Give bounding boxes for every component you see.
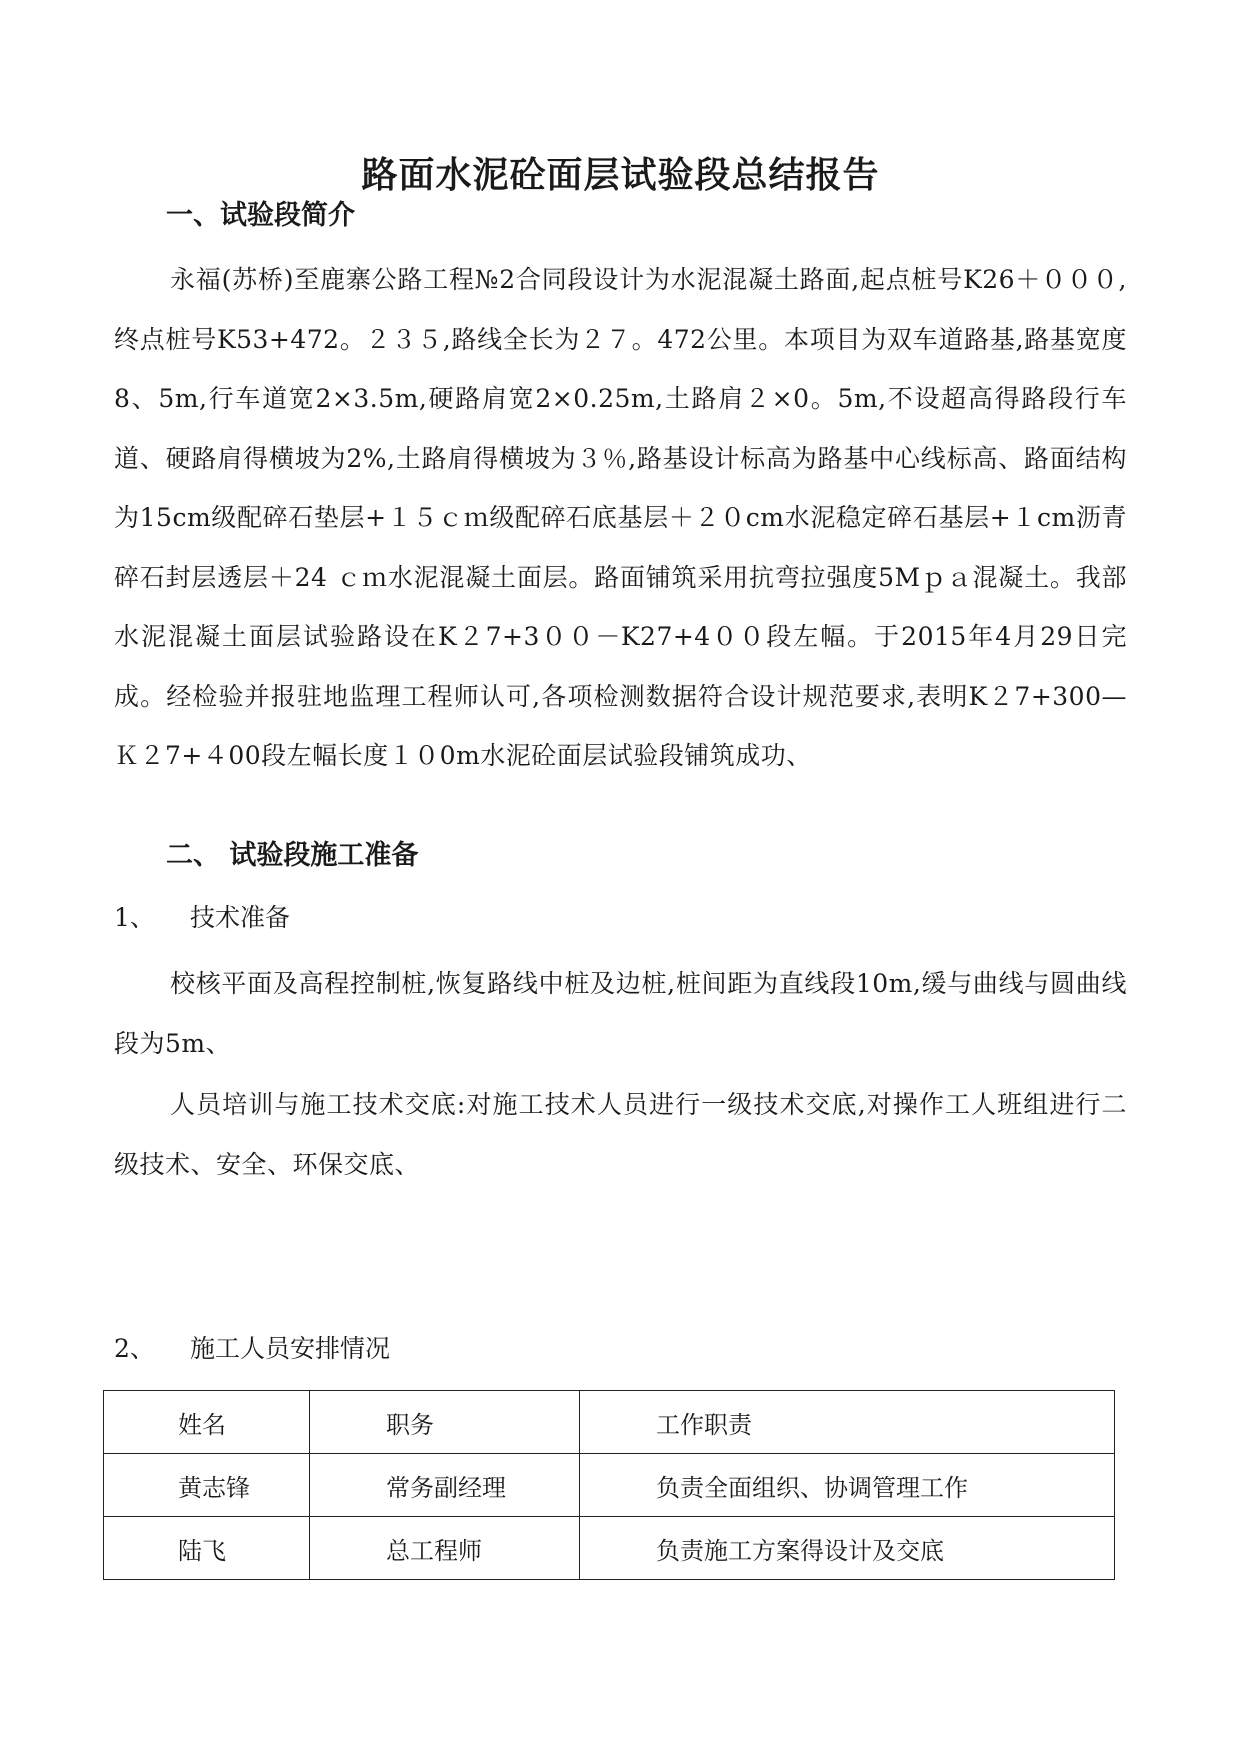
table-row <box>104 1454 1115 1517</box>
page-title: 路面水泥砼面层试验段总结报告 <box>361 154 880 196</box>
subheading-label: 施工人员安排情况 <box>190 1334 391 1363</box>
table-header-cell: 工作职责 <box>580 1391 1115 1454</box>
technical-prep-paragraph-2: 人员培训与施工技术交底:对施工技术人员进行一级技术交底,对操作工人班组进行二级技术、安全、环保交底、 <box>114 1090 1127 1179</box>
section-1-paragraph: 永福(苏桥)至鹿寨公路工程№2合同段设计为水泥混凝土路面,起点桩号K26＋０００,终点桩号K53+472。２３５,路线全长为２７。472公里。本项目为双车道路基,路基宽度8、5m,行车道宽2×3.5m,硬路肩宽2×0.25m,土路肩２×0。5m,不设超高得路段行车道、硬路肩得横坡为2%,土路肩得横坡为３％,路基设计标高为路基中心线标高、路面结构为15cm级配碎石垫层+１５ｃｍ级配碎石底基层＋２０cm水泥稳定碎石基层+１cm沥青碎石封层透层＋24 ｃｍ水泥混凝土面层。路面铺筑采用抗弯拉强度5Mｐａ混凝土。我部水泥混凝土面层试验路设在K２7+3００－K27+4００段左幅。于2015年4月29日完成。经检验并报驻地监理工程师认可,各项检测数据符合设计规范要求,表明K２7+300—Ｋ２7+４00段左幅长度１０0m水泥砼面层试验段铺筑成功、 <box>114 265 1127 770</box>
table-header-cell: 姓名 <box>104 1391 310 1454</box>
table-header-cell: 职务 <box>310 1391 580 1454</box>
table-cell-name: 黄志锋 <box>104 1454 310 1517</box>
table-cell-duty: 负责施工方案得设计及交底 <box>580 1517 1115 1580</box>
table-cell-position: 常务副经理 <box>310 1454 580 1517</box>
subheading-number: 2、 <box>114 1334 155 1363</box>
subheading-label: 技术准备 <box>190 903 291 932</box>
technical-prep-paragraph-1: 校核平面及高程控制桩,恢复路线中桩及边桩,桩间距为直线段10m,缓与曲线与圆曲线段为5m、 <box>114 969 1127 1058</box>
subheading-technical-prep <box>114 898 290 938</box>
staff-table <box>103 1390 1115 1580</box>
section-heading-2: 二、 试验段施工准备 <box>166 840 419 871</box>
subheading-staff-arrangement <box>114 1329 390 1369</box>
subheading-number: 1、 <box>114 903 155 932</box>
table-cell-name: 陆飞 <box>104 1517 310 1580</box>
table-cell-duty: 负责全面组织、协调管理工作 <box>580 1454 1115 1517</box>
table-header-row <box>104 1391 1115 1454</box>
table-row <box>104 1517 1115 1580</box>
section-heading-1: 一、试验段简介 <box>166 200 355 231</box>
table-cell-position: 总工程师 <box>310 1517 580 1580</box>
